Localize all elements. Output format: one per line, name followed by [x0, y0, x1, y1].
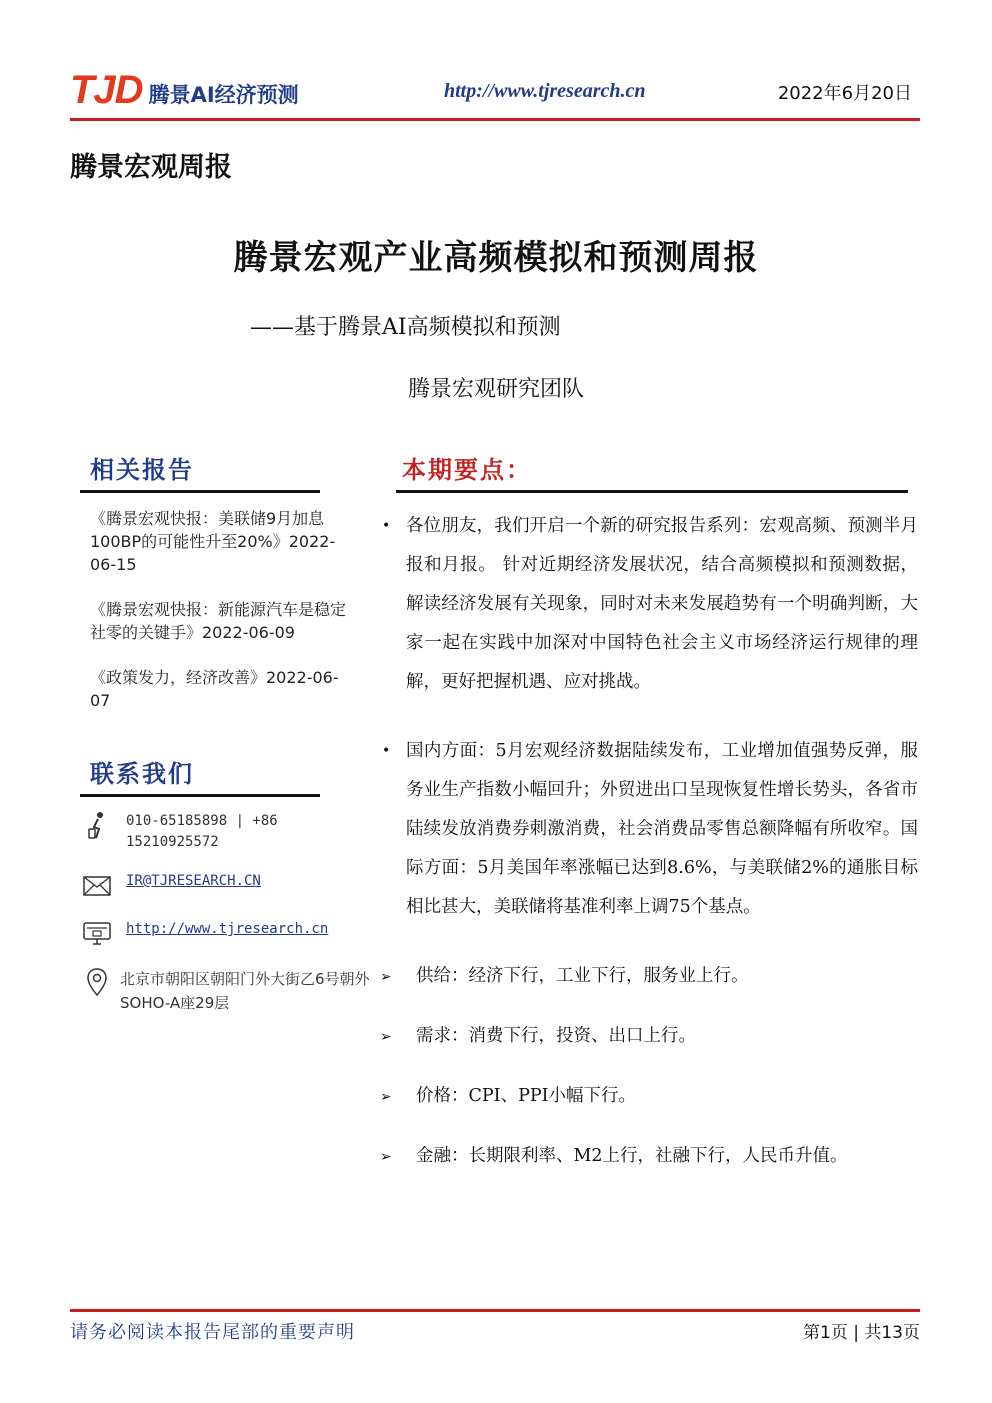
contact-divider	[80, 794, 320, 797]
report-subtitle: ——基于腾景AI高频模拟和预测	[250, 315, 561, 340]
envelope-icon	[80, 871, 114, 901]
highlight-point	[380, 1137, 918, 1177]
highlight-paragraph-text: 国内方面：5月宏观经济数据陆续发布，工业增加值强势反弹，服务业生产指数小幅回升；外贸进出口呈现恢复性增长势头，各省市陆续发放消费券刺激消费，社会消费品零售总额降幅有所收窄。国际方面：5月美国年率涨幅已达到8.6%，与美联储2%的通胀目标相比甚大，美联储将基准利率上调75个基点。	[406, 741, 918, 917]
header-url-link[interactable]: http://www.tjresearch.cn	[444, 80, 646, 102]
bullet-icon: •	[382, 518, 391, 534]
bullet-icon: •	[382, 743, 391, 759]
series-name: 腾景宏观周报	[70, 152, 232, 183]
highlight-paragraph-text: 各位朋友，我们开启一个新的研究报告系列：宏观高频、预测半月报和月报。 针对近期经济发展状况，结合高频模拟和预测数据，解读经济发展有关现象，同时对未来发展趋势有一个明确判断，大家一起在实践中加深对中国特色社会主义市场经济运行规律的理解，更好把握机遇、应对挑战。	[406, 516, 918, 692]
related-reports-divider	[80, 490, 320, 493]
phone-number: 010-65185898 | +86 15210925572	[126, 813, 278, 850]
highlights-section	[380, 450, 918, 1197]
contact-website	[80, 919, 370, 949]
related-reports-heading: 相关报告	[90, 455, 194, 484]
related-report-item[interactable]: 《政策发力，经济改善》2022-06-07	[90, 668, 339, 710]
monitor-icon	[80, 919, 114, 949]
highlights-divider	[396, 490, 908, 493]
contact-email	[80, 871, 370, 901]
email-link[interactable]: IR@TJRESEARCH.CN	[126, 873, 261, 889]
contact-heading: 联系我们	[90, 759, 194, 788]
arrow-bullet-icon: ➢	[380, 1089, 392, 1105]
contact-phone	[80, 811, 370, 853]
logo-text: 腾景AI经济预测	[148, 83, 299, 107]
contact-address	[80, 967, 370, 1015]
highlight-point-text: 供给：经济下行，工业下行，服务业上行。	[416, 966, 749, 986]
highlight-paragraph	[382, 507, 918, 702]
highlights-heading: 本期要点：	[402, 455, 532, 484]
header-divider	[70, 118, 920, 121]
company-logo	[70, 68, 299, 112]
logo-mark: TJD	[70, 68, 143, 112]
footer-disclaimer: 请务必阅读本报告尾部的重要声明	[70, 1322, 355, 1343]
report-title: 腾景宏观产业高频模拟和预测周报	[233, 238, 759, 278]
footer-divider	[70, 1309, 920, 1312]
highlight-point	[380, 1017, 918, 1057]
highlight-paragraph	[382, 732, 918, 927]
highlight-point-text: 价格：CPI、PPI小幅下行。	[416, 1086, 637, 1106]
arrow-bullet-icon: ➢	[380, 969, 392, 985]
highlight-points	[380, 957, 918, 1177]
author-team: 腾景宏观研究团队	[407, 377, 584, 402]
phone-icon	[80, 811, 114, 841]
page-header	[70, 70, 920, 118]
related-reports-list	[80, 507, 370, 712]
arrow-bullet-icon: ➢	[380, 1029, 392, 1045]
address-text: 北京市朝阳区朝阳门外大街乙6号朝外 SOHO-A座29层	[120, 970, 370, 1012]
page-number: 第1页 | 共13页	[803, 1323, 920, 1343]
highlight-point	[380, 957, 918, 997]
highlight-point-text: 金融：长期限利率、M2上行，社融下行，人民币升值。	[416, 1146, 848, 1166]
related-report-item[interactable]: 《腾景宏观快报：美联储9月加息100BP的可能性升至20%》2022-06-15	[90, 509, 336, 574]
highlight-point-text: 需求：消费下行，投资、出口上行。	[416, 1026, 696, 1046]
related-report-item[interactable]: 《腾景宏观快报：新能源汽车是稳定社零的关键手》2022-06-09	[90, 600, 347, 642]
highlights-paragraphs	[382, 507, 918, 927]
contact-list	[80, 811, 370, 1015]
highlight-point	[380, 1077, 918, 1117]
location-pin-icon	[80, 967, 114, 997]
website-link[interactable]: http://www.tjresearch.cn	[126, 921, 329, 937]
report-date: 2022年6月20日	[777, 83, 912, 104]
arrow-bullet-icon: ➢	[380, 1149, 392, 1165]
sidebar	[80, 450, 370, 1033]
